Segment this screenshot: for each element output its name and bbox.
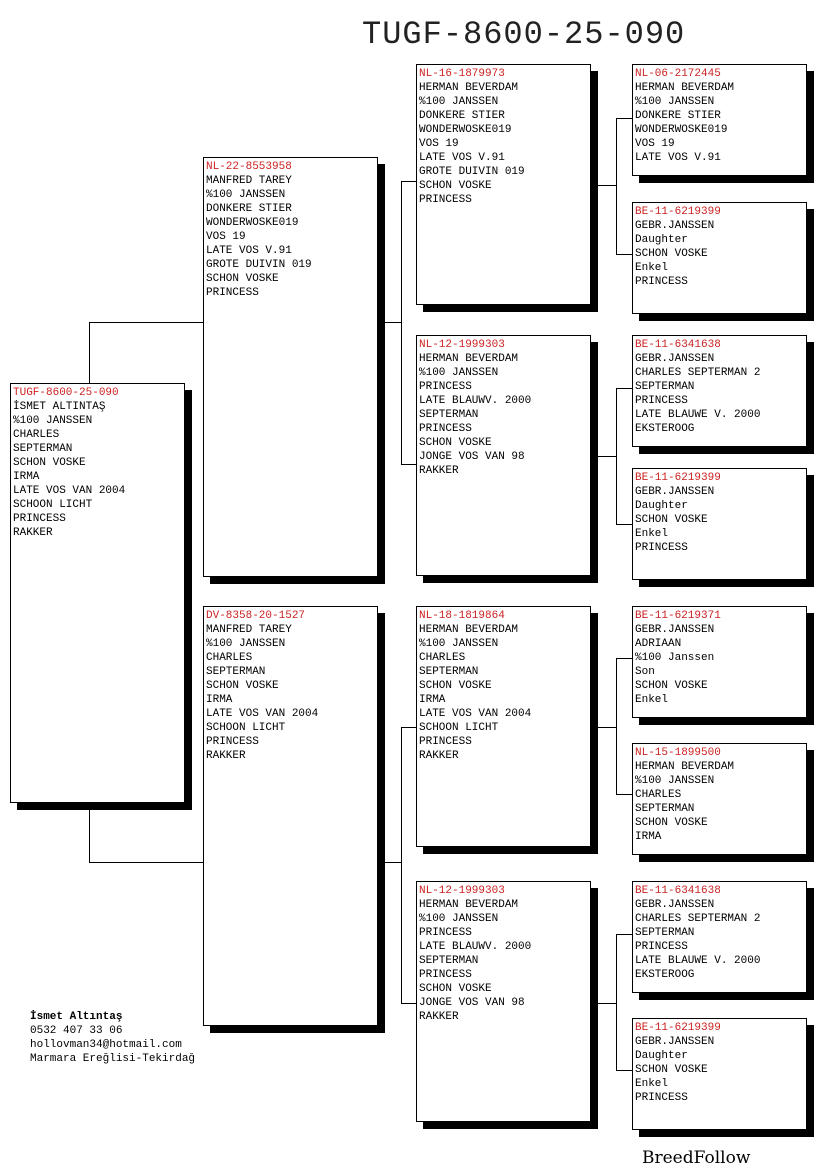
pigeon-info-line: SCHON VOSKE	[635, 514, 708, 526]
pigeon-info-line: %100 JANSSEN	[419, 367, 499, 379]
pigeon-info-line: PRINCESS	[419, 423, 472, 435]
connector-line	[616, 934, 632, 935]
connector-line	[401, 181, 402, 464]
owner-location: Marmara Ereğlisi-Tekirdağ	[30, 1053, 196, 1065]
pigeon-info-line: SCHOON LICHT	[206, 722, 286, 734]
connector-line	[616, 1070, 632, 1071]
connector-line	[616, 934, 617, 1070]
connector-line	[616, 524, 632, 525]
pigeon-info-line: SCHON VOSKE	[635, 248, 708, 260]
pigeon-info-line: VOS 19	[635, 138, 675, 150]
pigeon-card-sire-sire[interactable]	[416, 64, 591, 305]
pigeon-card-dds[interactable]	[632, 881, 807, 993]
pigeon-info-line: CHARLES SEPTERMAN 2	[635, 913, 761, 925]
ring-number: BE-11-6219399	[635, 1022, 721, 1034]
owner-name: İsmet Altıntaş	[30, 1011, 123, 1023]
pigeon-card-sire[interactable]	[203, 157, 378, 577]
pigeon-info-line: GEBR.JANSSEN	[635, 486, 715, 498]
pigeon-info-line: HERMAN BEVERDAM	[635, 761, 735, 773]
ring-number: NL-12-1999303	[419, 339, 505, 351]
pigeon-info-line: SCHOON LICHT	[419, 722, 499, 734]
pigeon-info-line: PRINCESS	[13, 513, 66, 525]
connector-line	[616, 388, 632, 389]
connector-line	[597, 1003, 616, 1004]
pigeon-info-line: WONDERWOSKE019	[206, 217, 299, 229]
pigeon-info-line: IRMA	[635, 831, 662, 843]
pigeon-info-line: WONDERWOSKE019	[635, 124, 728, 136]
pigeon-info-line: IRMA	[13, 471, 40, 483]
pigeon-info-line: HERMAN BEVERDAM	[419, 624, 519, 636]
pigeon-info-line: CHARLES	[13, 429, 60, 441]
pigeon-info-line: SEPTERMAN	[13, 443, 73, 455]
connector-line	[384, 862, 401, 863]
pigeon-card-ssd[interactable]	[632, 202, 807, 314]
pigeon-info-line: PRINCESS	[206, 287, 259, 299]
ring-number: NL-22-8553958	[206, 161, 292, 173]
pigeon-card-dss[interactable]	[632, 606, 807, 718]
pigeon-info-line: PRINCESS	[419, 736, 472, 748]
ring-number: BE-11-6341638	[635, 885, 721, 897]
pigeon-info-line: LATE VOS VAN 2004	[13, 485, 126, 497]
pigeon-info-line: PRINCESS	[419, 381, 472, 393]
pigeon-info-line: DONKERE STIER	[206, 203, 292, 215]
pigeon-info-line: Daughter	[635, 234, 688, 246]
pigeon-info-line: PRINCESS	[635, 395, 688, 407]
pigeon-info-line: RAKKER	[419, 1011, 459, 1023]
owner-phone: 0532 407 33 06	[30, 1025, 123, 1037]
brand-logo: BreedFollow	[642, 1148, 751, 1168]
pigeon-info-line: %100 JANSSEN	[419, 913, 499, 925]
pigeon-info-line: CHARLES	[419, 652, 466, 664]
pigeon-info-line: RAKKER	[206, 750, 246, 762]
connector-line	[401, 464, 417, 465]
pigeon-info-line: GEBR.JANSSEN	[635, 624, 715, 636]
pigeon-info-line: WONDERWOSKE019	[419, 124, 512, 136]
pigeon-info-line: HERMAN BEVERDAM	[419, 82, 519, 94]
pigeon-info-line: SCHON VOSKE	[206, 273, 279, 285]
pigeon-info-line: JONGE VOS VAN 98	[419, 997, 525, 1009]
pigeon-info-line: SEPTERMAN	[206, 666, 266, 678]
pigeon-info-line: EKSTEROOG	[635, 423, 695, 435]
pigeon-info-line: VOS 19	[206, 231, 246, 243]
pigeon-info-line: Enkel	[635, 262, 669, 274]
pigeon-info-line: SCHOON LICHT	[13, 499, 93, 511]
pigeon-info-line: SEPTERMAN	[419, 955, 479, 967]
pigeon-info-line: Son	[635, 666, 655, 678]
pedigree-title: TUGF-8600-25-090	[362, 16, 686, 53]
pigeon-info-line: %100 Janssen	[635, 652, 715, 664]
pigeon-info-line: %100 JANSSEN	[206, 189, 286, 201]
ring-number: BE-11-6219371	[635, 610, 721, 622]
pigeon-info-line: %100 JANSSEN	[419, 96, 499, 108]
connector-line	[384, 322, 401, 323]
pigeon-info-line: Enkel	[635, 1078, 669, 1090]
pigeon-card-sss[interactable]	[632, 64, 807, 176]
pigeon-info-line: LATE VOS VAN 2004	[419, 708, 532, 720]
pigeon-info-line: PRINCESS	[635, 941, 688, 953]
pigeon-info-line: RAKKER	[419, 750, 459, 762]
pigeon-info-line: CHARLES	[206, 652, 253, 664]
pigeon-info-line: PRINCESS	[419, 969, 472, 981]
connector-line	[616, 254, 632, 255]
pigeon-card-dam-dam[interactable]	[416, 881, 591, 1122]
pigeon-info-line: PRINCESS	[635, 542, 688, 554]
connector-line	[616, 118, 632, 119]
pigeon-info-line: GROTE DUIVIN 019	[206, 259, 312, 271]
pigeon-info-line: LATE VOS V.91	[419, 152, 505, 164]
pigeon-info-line: SCHON VOSKE	[635, 1064, 708, 1076]
pigeon-info-line: SCHON VOSKE	[206, 680, 279, 692]
pigeon-info-line: PRINCESS	[206, 736, 259, 748]
pigeon-info-line: Enkel	[635, 528, 669, 540]
connector-line	[89, 862, 204, 863]
pigeon-info-line: Daughter	[635, 1050, 688, 1062]
pigeon-info-line: SEPTERMAN	[635, 803, 695, 815]
connector-line	[401, 181, 417, 182]
pigeon-info-line: LATE BLAUWV. 2000	[419, 395, 532, 407]
connector-line	[616, 794, 632, 795]
pigeon-info-line: GEBR.JANSSEN	[635, 353, 715, 365]
pigeon-info-line: HERMAN BEVERDAM	[419, 899, 519, 911]
ring-number: DV-8358-20-1527	[206, 610, 306, 622]
owner-info	[30, 1010, 195, 1066]
pigeon-info-line: Daughter	[635, 500, 688, 512]
pigeon-info-line: GEBR.JANSSEN	[635, 220, 715, 232]
pigeon-info-line: JONGE VOS VAN 98	[419, 451, 525, 463]
pigeon-info-line: PRINCESS	[635, 276, 688, 288]
ring-number: TUGF-8600-25-090	[13, 387, 119, 399]
ring-number: BE-11-6341638	[635, 339, 721, 351]
pigeon-info-line: LATE BLAUWV. 2000	[419, 941, 532, 953]
pigeon-info-line: MANFRED TAREY	[206, 175, 292, 187]
connector-line	[401, 727, 402, 1004]
ring-number: BE-11-6219399	[635, 472, 721, 484]
connector-line	[401, 1003, 417, 1004]
pigeon-info-line: CHARLES SEPTERMAN 2	[635, 367, 761, 379]
pigeon-info-line: HERMAN BEVERDAM	[419, 353, 519, 365]
pigeon-info-line: SEPTERMAN	[635, 927, 695, 939]
ring-number: NL-06-2172445	[635, 68, 721, 80]
owner-email[interactable]: hollovman34@hotmail.com	[30, 1039, 182, 1051]
pigeon-info-line: SEPTERMAN	[419, 409, 479, 421]
pigeon-info-line: %100 JANSSEN	[206, 638, 286, 650]
pigeon-info-line: SCHON VOSKE	[419, 437, 492, 449]
pigeon-info-line: %100 JANSSEN	[419, 638, 499, 650]
pigeon-info-line: DONKERE STIER	[635, 110, 721, 122]
pigeon-info-line: PRINCESS	[419, 194, 472, 206]
pigeon-info-line: IRMA	[206, 694, 233, 706]
connector-line	[616, 118, 617, 254]
pigeon-info-line: DONKERE STIER	[419, 110, 505, 122]
pigeon-info-line: SCHON VOSKE	[419, 680, 492, 692]
pigeon-info-line: GEBR.JANSSEN	[635, 899, 715, 911]
ring-number: NL-18-1819864	[419, 610, 505, 622]
pigeon-card-dam-sire[interactable]	[416, 606, 591, 847]
pigeon-card-sds[interactable]	[632, 335, 807, 447]
pigeon-card-sdd[interactable]	[632, 468, 807, 580]
pigeon-card-subject[interactable]	[10, 383, 185, 803]
pigeon-info-line: LATE VOS VAN 2004	[206, 708, 319, 720]
pigeon-info-line: %100 JANSSEN	[13, 415, 93, 427]
pigeon-info-line: RAKKER	[419, 465, 459, 477]
pigeon-info-line: MANFRED TAREY	[206, 624, 292, 636]
pigeon-info-line: PRINCESS	[419, 927, 472, 939]
pigeon-info-line: ADRIAAN	[635, 638, 682, 650]
connector-line	[616, 658, 632, 659]
pigeon-card-ddd[interactable]	[632, 1018, 807, 1130]
pigeon-info-line: HERMAN BEVERDAM	[635, 82, 735, 94]
pigeon-info-line: SEPTERMAN	[419, 666, 479, 678]
pigeon-info-line: %100 JANSSEN	[635, 96, 715, 108]
pigeon-info-line: RAKKER	[13, 527, 53, 539]
pigeon-card-sire-dam[interactable]	[416, 335, 591, 576]
pigeon-info-line: İSMET ALTINTAŞ	[13, 401, 106, 413]
pigeon-info-line: CHARLES	[635, 789, 682, 801]
ring-number: NL-15-1899500	[635, 747, 721, 759]
pigeon-info-line: SCHON VOSKE	[13, 457, 86, 469]
pigeon-info-line: LATE VOS V.91	[635, 152, 721, 164]
pigeon-info-line: SCHON VOSKE	[419, 180, 492, 192]
pigeon-info-line: SCHON VOSKE	[419, 983, 492, 995]
pigeon-info-line: VOS 19	[419, 138, 459, 150]
connector-line	[616, 658, 617, 794]
pigeon-info-line: EKSTEROOG	[635, 969, 695, 981]
ring-number: NL-12-1999303	[419, 885, 505, 897]
ring-number: BE-11-6219399	[635, 206, 721, 218]
connector-line	[89, 322, 90, 383]
connector-line	[89, 322, 204, 323]
connector-line	[597, 456, 616, 457]
connector-line	[616, 388, 617, 524]
connector-line	[401, 727, 417, 728]
connector-line	[89, 810, 90, 863]
pigeon-card-dam[interactable]	[203, 606, 378, 1026]
pigeon-info-line: SEPTERMAN	[635, 381, 695, 393]
pigeon-info-line: LATE BLAUWE V. 2000	[635, 409, 761, 421]
pigeon-info-line: GROTE DUIVIN 019	[419, 166, 525, 178]
pigeon-info-line: LATE VOS V.91	[206, 245, 292, 257]
pigeon-info-line: IRMA	[419, 694, 446, 706]
pigeon-info-line: SCHON VOSKE	[635, 817, 708, 829]
pigeon-info-line: %100 JANSSEN	[635, 775, 715, 787]
pigeon-info-line: LATE BLAUWE V. 2000	[635, 955, 761, 967]
pigeon-card-dsd[interactable]	[632, 743, 807, 855]
pigeon-info-line: SCHON VOSKE	[635, 680, 708, 692]
connector-line	[597, 185, 616, 186]
ring-number: NL-16-1879973	[419, 68, 505, 80]
pigeon-info-line: Enkel	[635, 694, 669, 706]
connector-line	[597, 727, 616, 728]
pigeon-info-line: GEBR.JANSSEN	[635, 1036, 715, 1048]
pigeon-info-line: PRINCESS	[635, 1092, 688, 1104]
